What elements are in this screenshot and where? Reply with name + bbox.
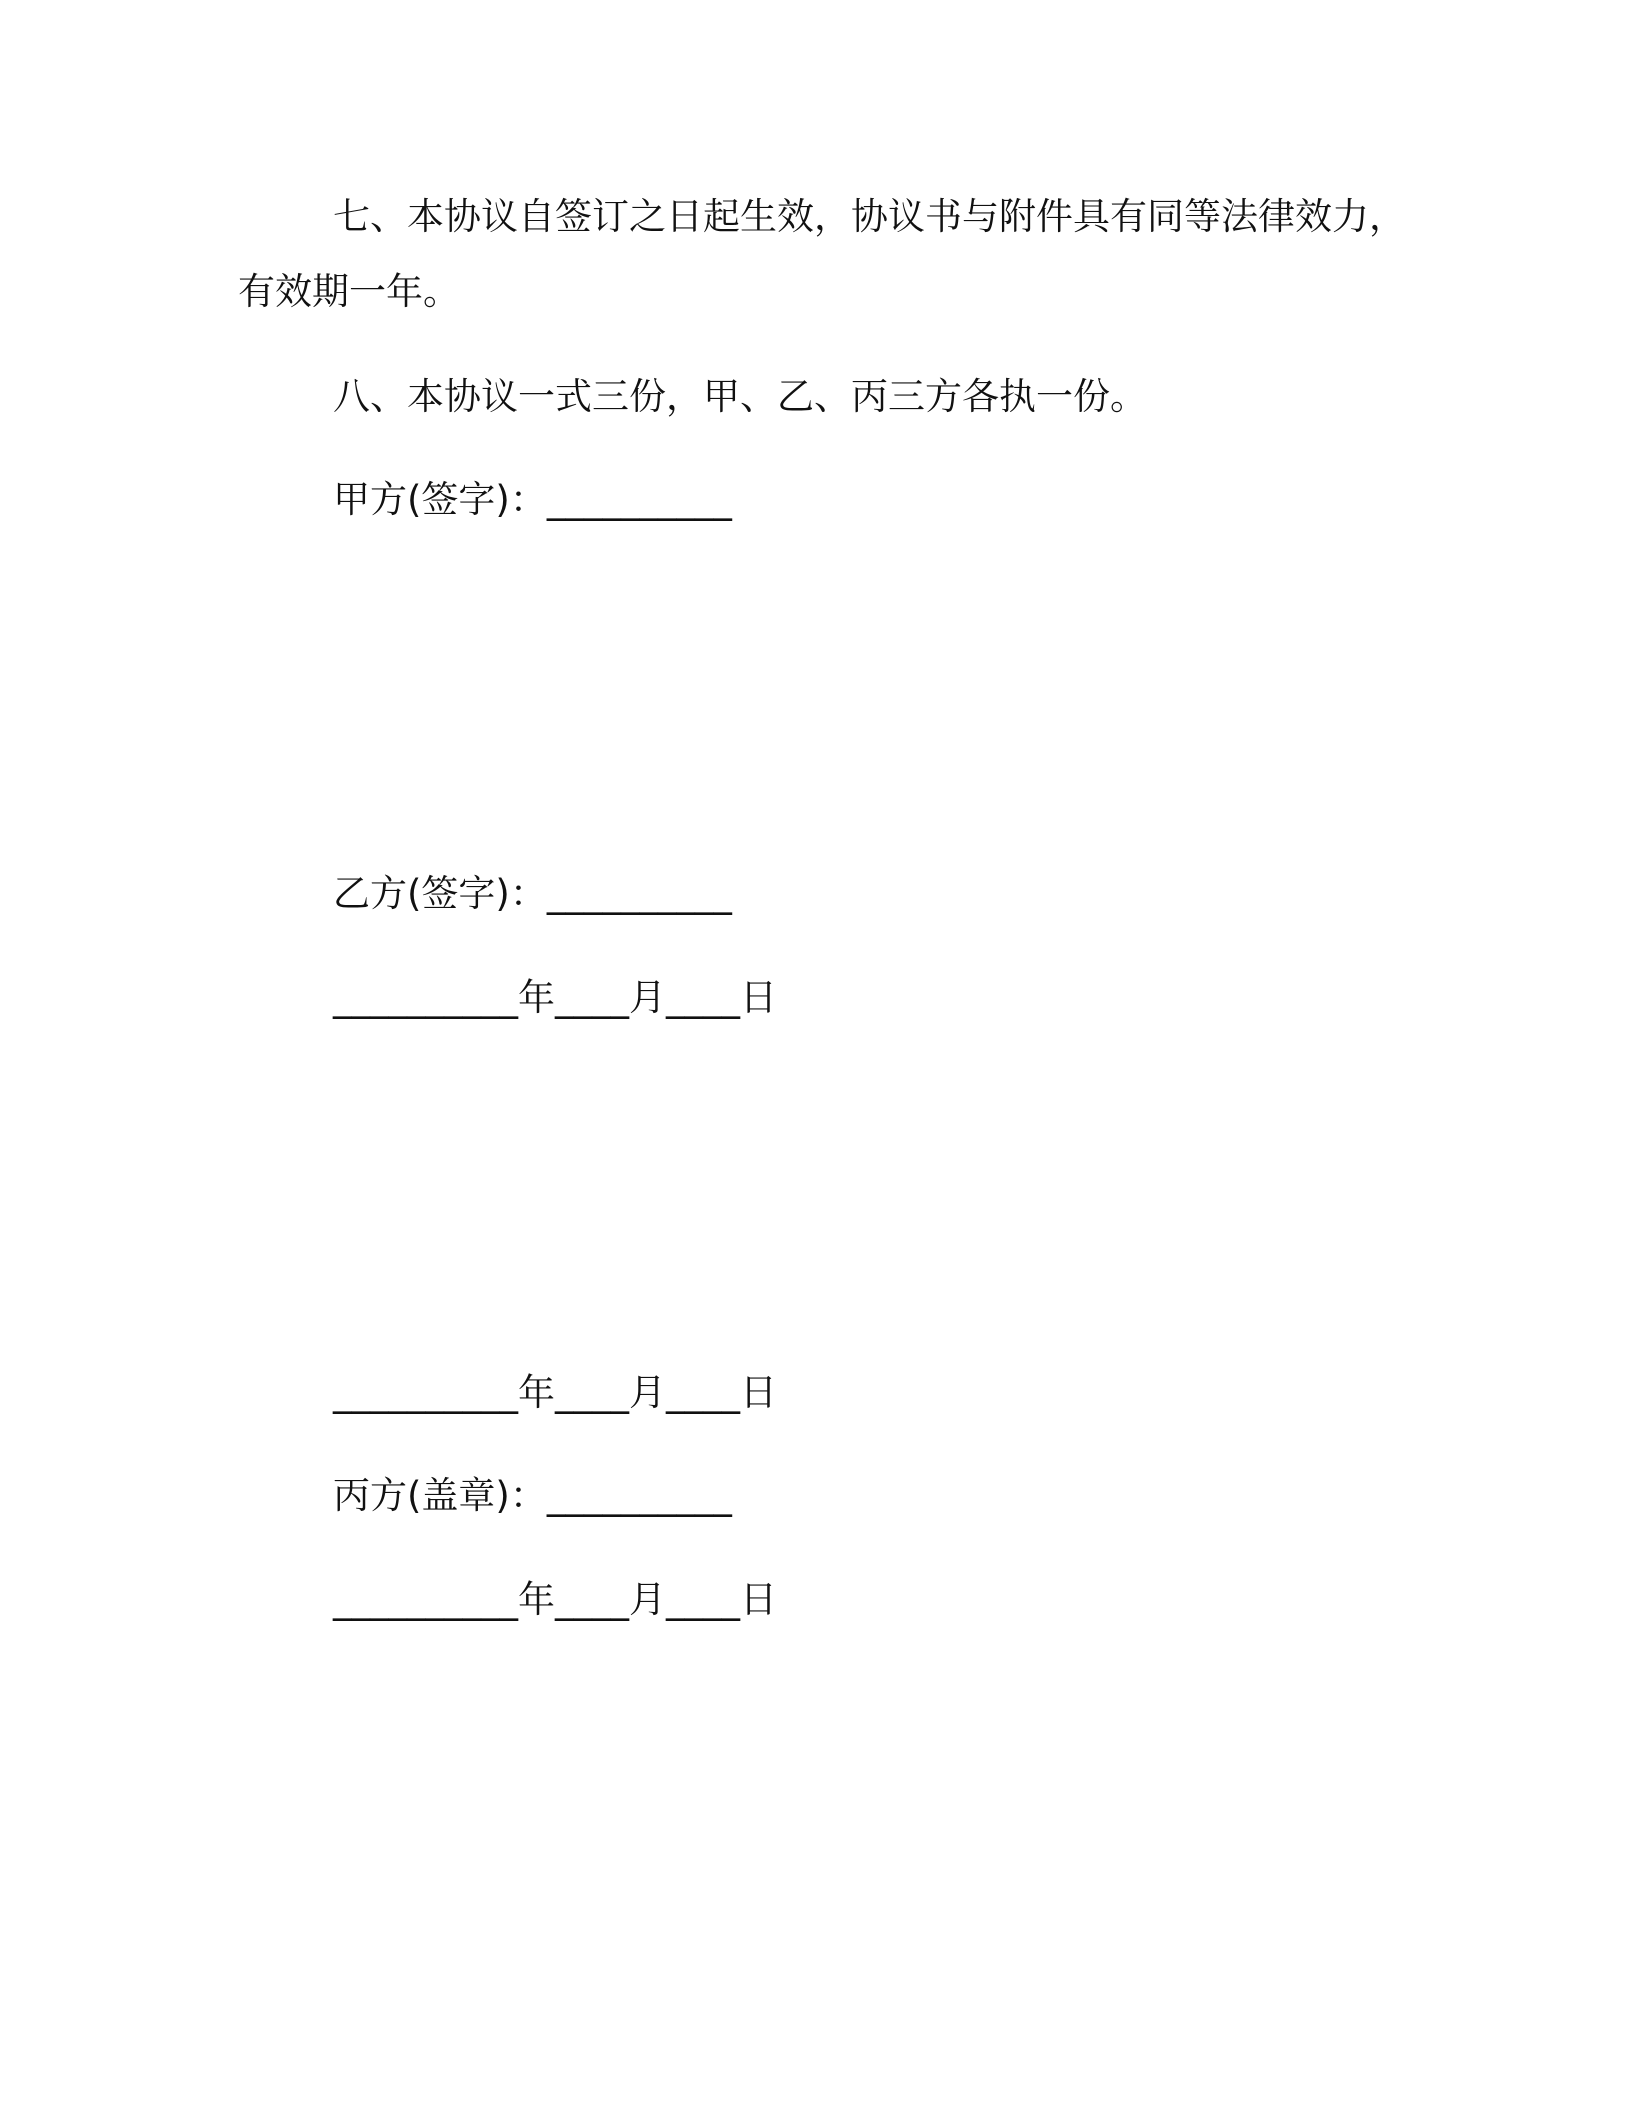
party-a-signature-line: 甲方(签字)：__________	[333, 478, 732, 521]
clause-eight: 八、本协议一式三份，甲、乙、丙三方各执一份。	[333, 375, 1147, 418]
party-c-seal-line: 丙方(盖章)：__________	[333, 1474, 732, 1517]
clause-seven-line-1: 七、本协议自签订之日起生效，协议书与附件具有同等法律效力，	[333, 195, 1406, 238]
party-b-signature-line: 乙方(签字)：__________	[333, 872, 732, 915]
date-line-1: __________年____月____日	[333, 976, 777, 1019]
date-line-3: __________年____月____日	[333, 1578, 777, 1621]
clause-seven-line-2: 有效期一年。	[238, 270, 460, 313]
date-line-2: __________年____月____日	[333, 1371, 777, 1414]
